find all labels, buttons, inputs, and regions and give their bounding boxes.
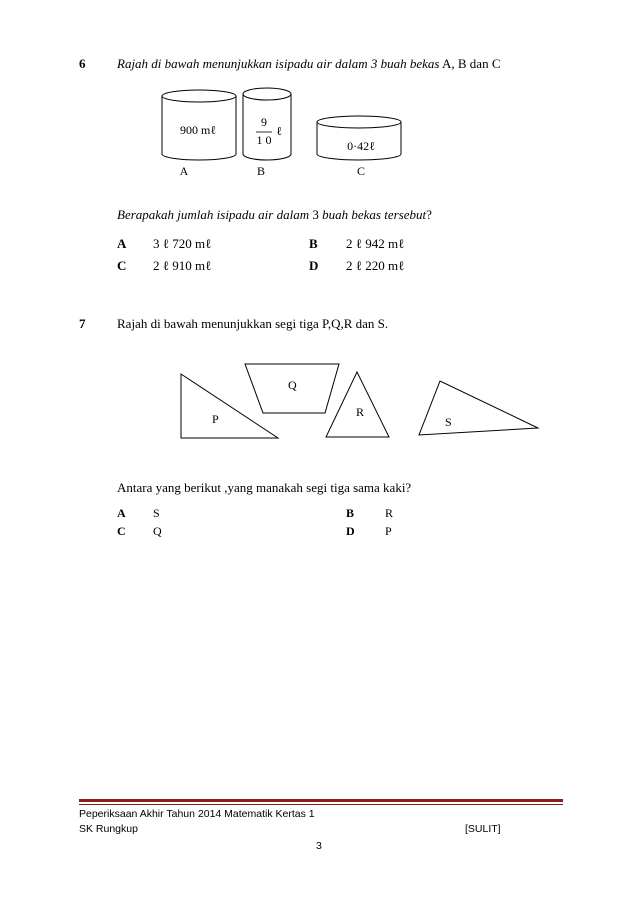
shape-q-label: Q bbox=[288, 378, 297, 392]
q7-option-a-text: S bbox=[153, 506, 160, 520]
question-6-prompt-end: ? bbox=[426, 207, 432, 222]
containers-diagram bbox=[150, 84, 420, 179]
question-6-stem-rest: A, B dan C bbox=[439, 56, 501, 71]
q7-option-b-letter: B bbox=[346, 506, 355, 520]
q7-option-d-letter: D bbox=[346, 524, 355, 538]
page-number: 3 bbox=[316, 840, 322, 852]
q6-option-b-letter: B bbox=[309, 236, 318, 251]
triangle-s-label: S bbox=[445, 415, 452, 429]
container-b bbox=[243, 88, 291, 160]
question-6-stem bbox=[117, 56, 501, 72]
triangle-p-label: P bbox=[212, 412, 219, 426]
container-b-label: B bbox=[256, 164, 266, 178]
footer-exam-title: Peperiksaan Akhir Tahun 2014 Matematik Kertas 1 bbox=[79, 808, 315, 820]
question-7-stem: Rajah di bawah menunjukkan segi tiga P,Q,R dan S. bbox=[117, 316, 389, 331]
q7-option-d-text: P bbox=[385, 524, 392, 538]
container-c-value: 0·42ℓ bbox=[347, 139, 375, 153]
question-6-stem-italic: Rajah di bawah menunjukkan isipadu air dalam 3 buah bekas bbox=[117, 56, 440, 71]
q6-option-c-letter: C bbox=[117, 258, 127, 273]
triangle-r-label: R bbox=[356, 405, 365, 419]
q6-option-c-text: 2 ℓ 910 mℓ bbox=[153, 258, 212, 273]
footer-rule-thick bbox=[79, 799, 563, 802]
q6-option-d-letter: D bbox=[309, 258, 319, 273]
q7-option-c-letter: C bbox=[117, 524, 126, 538]
container-c bbox=[317, 116, 401, 160]
q6-option-a-text: 3 ℓ 720 mℓ bbox=[153, 236, 212, 251]
q7-option-c-text: Q bbox=[153, 524, 162, 538]
q6-option-b-text: 2 ℓ 942 mℓ bbox=[346, 236, 405, 251]
triangles-diagram bbox=[170, 360, 570, 445]
triangle-p bbox=[181, 374, 278, 438]
footer-school: SK Rungkup bbox=[79, 823, 138, 835]
container-b-denominator: 1 0 bbox=[256, 133, 272, 147]
q6-option-d-text: 2 ℓ 220 mℓ bbox=[346, 258, 405, 273]
question-6-prompt-italic: Berapakah jumlah isipadu air dalam bbox=[117, 207, 310, 222]
q7-option-a-letter: A bbox=[117, 506, 126, 520]
q7-option-b-text: R bbox=[385, 506, 394, 520]
question-7-prompt: Antara yang berikut ,yang manakah segi tiga sama kaki? bbox=[117, 480, 412, 495]
container-b-numerator: 9 bbox=[261, 115, 267, 129]
footer-classification: [SULIT] bbox=[465, 823, 501, 835]
question-6-prompt-italic-2: buah bekas tersebut bbox=[322, 207, 427, 222]
question-7-number: 7 bbox=[79, 316, 86, 331]
triangle-s bbox=[419, 381, 538, 435]
question-6-prompt bbox=[117, 207, 432, 223]
q6-option-a-letter: A bbox=[117, 236, 127, 251]
question-6-number: 6 bbox=[79, 56, 86, 71]
question-6-prompt-mid: 3 bbox=[309, 207, 323, 222]
container-c-label: C bbox=[356, 164, 366, 178]
container-a-label: A bbox=[179, 164, 189, 178]
footer-rule-thin bbox=[79, 804, 563, 805]
container-a-value: 900 mℓ bbox=[179, 123, 217, 137]
container-b-unit: ℓ bbox=[276, 124, 282, 138]
